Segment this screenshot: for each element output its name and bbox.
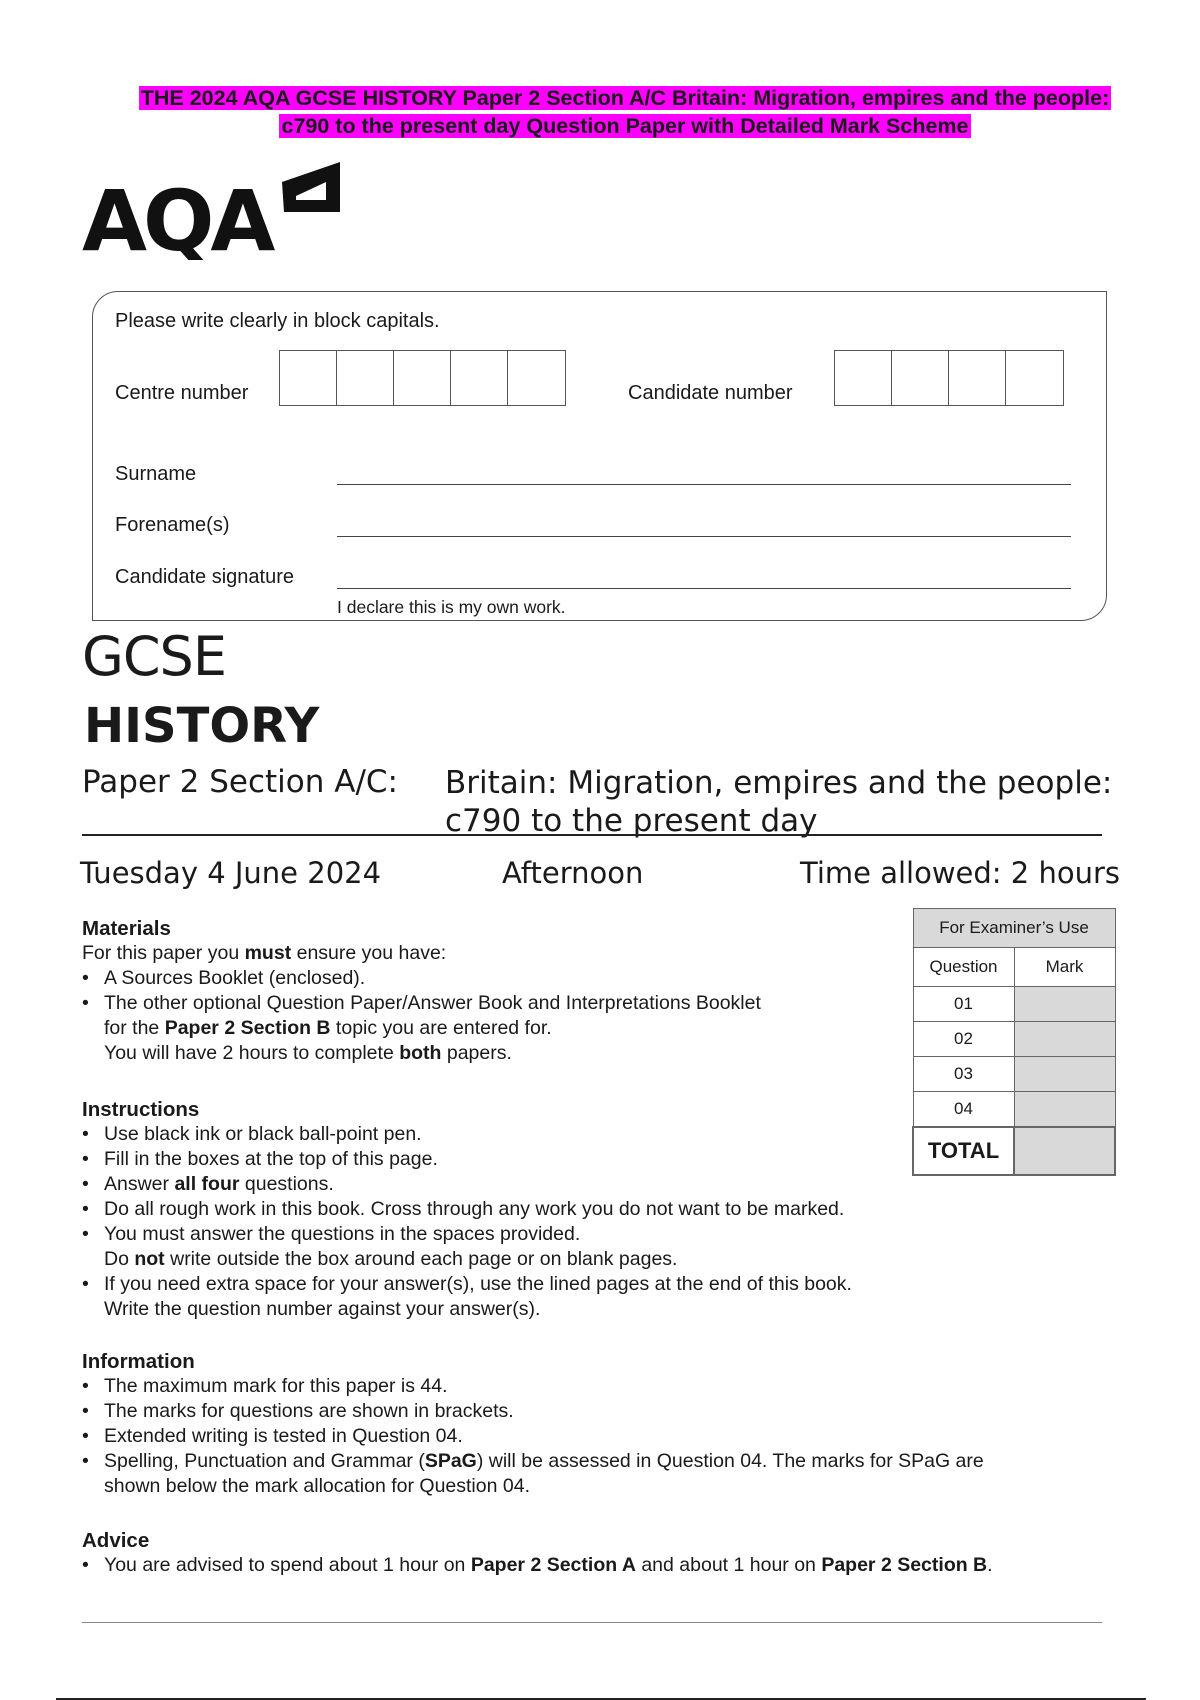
examiners-use-table [912,908,1116,1176]
mark-cell [1014,1092,1115,1128]
surname-field[interactable] [337,484,1071,485]
materials-intro: For this paper you must ensure you have: [82,942,447,964]
total-mark-cell [1014,1127,1115,1175]
title-divider [82,834,1102,836]
surname-label: Surname [115,463,197,485]
banner-line-1: THE 2024 AQA GCSE HISTORY Paper 2 Section A/C Britain: Migration, empires and the people: [140,86,1110,110]
document-banner [70,84,1180,140]
question-number: 01 [913,987,1014,1022]
subject-title: HISTORY [84,698,320,754]
instructions-section [82,1097,982,1322]
list-item: • If you need extra space for your answer(s), use the lined pages at the end of this book. Write the question number against your answer(s). [82,1272,982,1322]
centre-number-label: Centre number [115,382,249,404]
centre-number-box[interactable] [508,351,565,405]
centre-number-boxes[interactable] [279,350,566,406]
list-item: • Extended writing is tested in Question 04. [82,1424,1082,1449]
centre-number-box[interactable] [337,351,394,405]
exam-session: Afternoon [502,856,644,890]
table-row [913,1022,1115,1057]
materials-section [82,916,982,1066]
list-item: • The maximum mark for this paper is 44. [82,1374,1082,1399]
candidate-number-box[interactable] [892,351,949,405]
centre-number-box[interactable] [451,351,508,405]
time-allowed: Time allowed: 2 hours [800,856,1120,890]
paper-title-line-2: c790 to the present day [445,803,818,839]
information-heading: Information [82,1350,195,1373]
forename-field[interactable] [337,536,1071,537]
advice-section [82,1528,1122,1578]
paper-title [445,764,1112,840]
logo-flag-icon [282,162,340,212]
question-number: 03 [913,1057,1014,1092]
candidate-number-box[interactable] [1006,351,1063,405]
mark-cell [1014,1057,1115,1092]
list-item: • Answer all four questions. [82,1172,982,1197]
advice-heading: Advice [82,1529,150,1552]
total-label: TOTAL [913,1127,1014,1175]
candidate-number-label: Candidate number [628,382,793,404]
mark-cell [1014,987,1115,1022]
question-number: 02 [913,1022,1014,1057]
list-item: • A Sources Booklet (enclosed). [82,966,982,991]
table-row [913,1092,1115,1128]
centre-number-box[interactable] [280,351,337,405]
list-item: • Spelling, Punctuation and Grammar (SPaG) will be assessed in Question 04. The marks for SPaG are shown below the mark allocation for Question 04. [82,1449,1082,1499]
forename-label: Forename(s) [115,514,230,536]
question-column-header: Question [913,948,1014,987]
information-section [82,1349,1082,1499]
table-row [913,987,1115,1022]
aqa-logo [82,160,352,260]
list-item: • Fill in the boxes at the top of this page. [82,1147,982,1172]
centre-number-box[interactable] [394,351,451,405]
question-number: 04 [913,1092,1014,1128]
footer-divider [82,1622,1102,1623]
candidate-number-boxes[interactable] [834,350,1064,406]
list-item: • You must answer the questions in the spaces provided. Do not write outside the box around each page or on blank pages. [82,1222,982,1272]
block-capitals-instruction: Please write clearly in block capitals. [115,310,440,332]
table-row [913,1057,1115,1092]
list-item: • You are advised to spend about 1 hour on Paper 2 Section A and about 1 hour on Paper 2 Section B. [82,1553,1122,1578]
signature-field[interactable] [337,588,1071,589]
list-item: • The other optional Question Paper/Answer Book and Interpretations Booklet for the Paper 2 Section B topic you are entered for. You will have 2 hours to complete both papers. [82,991,982,1066]
banner-line-2: c790 to the present day Question Paper with Detailed Mark Scheme [281,114,969,138]
paper-title-line-1: Britain: Migration, empires and the people: [445,765,1113,801]
exam-date: Tuesday 4 June 2024 [80,856,382,890]
candidate-number-box[interactable] [835,351,892,405]
mark-column-header: Mark [1014,948,1115,987]
candidate-number-box[interactable] [949,351,1006,405]
list-item: • Do all rough work in this book. Cross through any work you do not want to be marked. [82,1197,982,1222]
total-row [913,1127,1115,1175]
mark-cell [1014,1022,1115,1057]
declaration-text: I declare this is my own work. [337,597,566,617]
logo-text: AQA [82,172,272,260]
paper-label: Paper 2 Section A/C: [82,764,398,800]
instructions-heading: Instructions [82,1098,200,1121]
list-item: • Use black ink or black ball-point pen. [82,1122,982,1147]
materials-heading: Materials [82,917,171,940]
examiners-use-heading: For Examiner’s Use [913,909,1115,948]
signature-label: Candidate signature [115,566,295,588]
list-item: • The marks for questions are shown in brackets. [82,1399,1082,1424]
qualification-title: GCSE [82,625,226,688]
